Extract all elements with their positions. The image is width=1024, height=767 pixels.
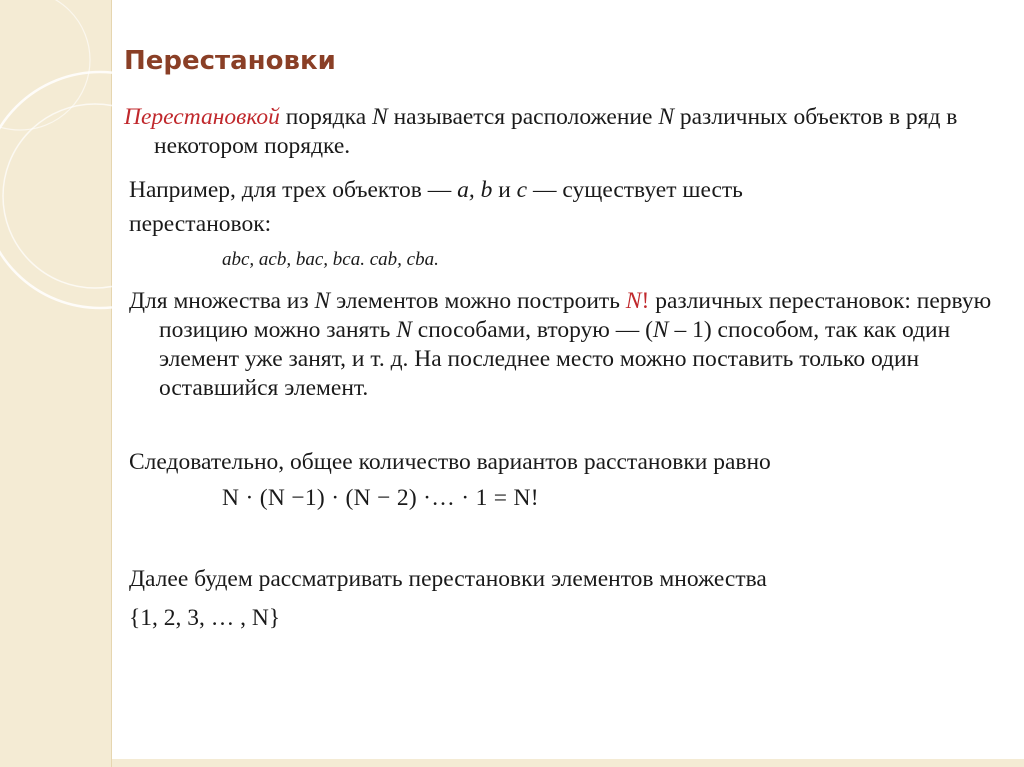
count-text-4: способами, вторую — ( [411, 317, 653, 343]
example-vars-ab: a, b [457, 177, 493, 203]
definition-term: Перестановкой [124, 104, 280, 130]
count-var-n-2: N [396, 317, 412, 343]
definition-text-2: называется расположение [387, 104, 659, 130]
count-text-3: различных перестановок: первую позицию можно занять [159, 288, 992, 343]
definition-var-n-2: N [658, 104, 674, 130]
definition-paragraph [124, 103, 994, 161]
slide-title: Перестановки [124, 46, 336, 76]
bottom-rule [112, 759, 1024, 767]
count-factorial-n: N [625, 288, 642, 314]
count-var-n-3: N [652, 317, 669, 343]
definition-text-1: порядка [279, 104, 373, 130]
count-factorial-bang: ! [641, 288, 650, 314]
count-paragraph [129, 287, 1019, 403]
decorative-circles [0, 0, 112, 767]
example-text-1: Например, для трех объектов — [129, 177, 458, 203]
permutation-list: abc, acb, bac, bca. cab, cba. [222, 249, 439, 270]
example-line-2: перестановок: [129, 211, 272, 237]
example-text-2: и [492, 177, 517, 203]
example-paragraph [129, 176, 969, 205]
further-text: Далее будем рассматривать перестановки элементов множества [129, 566, 767, 592]
definition-text-3: различных объектов в ряд в некотором порядке. [154, 104, 958, 159]
conclusion-text: Следовательно, общее количество вариантов расстановки равно [129, 449, 771, 475]
count-var-n: N [314, 288, 331, 314]
example-text-3: — существует шесть [527, 177, 743, 203]
count-text-2: элементов можно построить [330, 288, 626, 314]
count-text-1: Для множества из [129, 288, 315, 314]
factorial-formula: N · (N −1) · (N − 2) ·… · 1 = N! [222, 485, 539, 511]
example-var-c: c [516, 177, 528, 203]
count-text-5: – 1) способом, так как один элемент уже занят, и т. д. На последнее место можно поставить только один оставшийся элемент. [159, 317, 951, 401]
set-notation: {1, 2, 3, … , N} [129, 605, 281, 631]
definition-var-n: N [372, 104, 388, 130]
